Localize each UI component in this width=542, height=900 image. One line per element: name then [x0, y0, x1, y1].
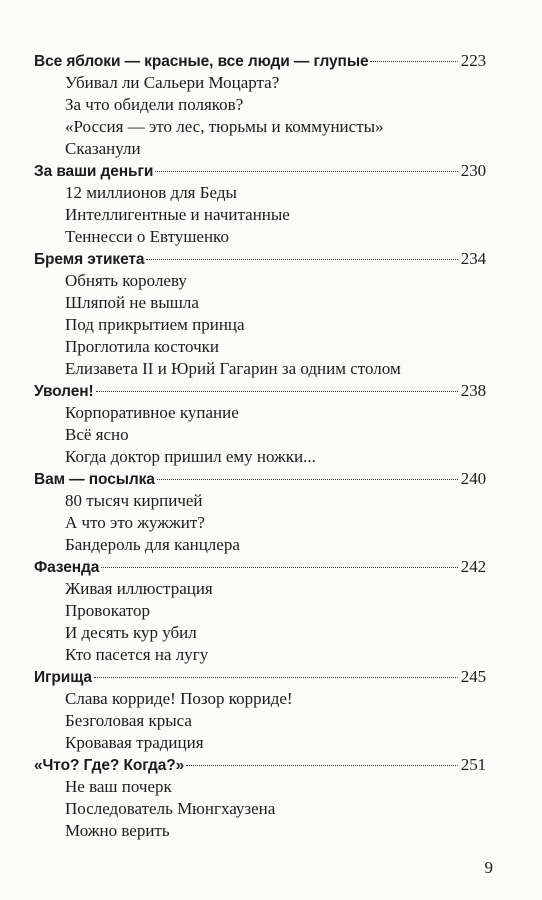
toc-section — [34, 248, 486, 380]
toc-subitem: Провокатор — [65, 601, 150, 620]
toc-section-heading — [34, 556, 486, 578]
toc-subitem: Интеллигентные и начитанные — [65, 205, 290, 224]
dot-leader — [157, 479, 458, 480]
toc-subitem: Можно верить — [65, 821, 170, 840]
toc-subitem: Живая иллюстрация — [65, 579, 213, 598]
toc-section-heading — [34, 380, 486, 402]
section-page: 238 — [460, 381, 486, 400]
toc-subitems — [34, 578, 486, 666]
toc-subitem: За что обидели поляков? — [65, 95, 244, 114]
toc-section-heading — [34, 50, 486, 72]
toc-subitem: Слава корриде! Позор корриде! — [65, 689, 293, 708]
dot-leader — [155, 171, 458, 172]
section-page: 223 — [460, 51, 486, 70]
toc-section-heading — [34, 666, 486, 688]
dot-leader — [101, 567, 458, 568]
toc-section-heading — [34, 754, 486, 776]
dot-leader — [146, 259, 457, 260]
section-title: Уволен! — [34, 383, 94, 400]
dot-leader — [94, 677, 458, 678]
toc-section-heading — [34, 160, 486, 182]
section-page: 234 — [460, 249, 486, 268]
toc-subitem: А что это жужжит? — [65, 513, 205, 532]
toc-subitem: Убивал ли Сальери Моцарта? — [65, 73, 280, 92]
toc-subitem: Кровавая традиция — [65, 733, 204, 752]
toc-subitem: И десять кур убил — [65, 623, 197, 642]
section-page: 240 — [460, 469, 486, 488]
toc-section — [34, 468, 486, 556]
toc-subitem: Всё ясно — [65, 425, 129, 444]
toc-subitem: Под прикрытием принца — [65, 315, 245, 334]
page-number: 9 — [484, 858, 493, 877]
toc-subitem: 12 миллионов для Беды — [65, 183, 237, 202]
toc-subitems — [34, 182, 486, 248]
toc-section — [34, 556, 486, 666]
toc-subitems — [34, 688, 486, 754]
table-of-contents — [34, 50, 486, 842]
toc-section-heading — [34, 248, 486, 270]
toc-section — [34, 380, 486, 468]
toc-section — [34, 754, 486, 842]
toc-subitem: Корпоративное купание — [65, 403, 239, 422]
toc-subitem: Шляпой не вышла — [65, 293, 199, 312]
section-title: Все яблоки — красные, все люди — глупые — [34, 53, 369, 70]
toc-subitem: «Россия — это лес, тюрьмы и коммунисты» — [65, 117, 384, 136]
toc-subitems — [34, 776, 486, 842]
toc-subitem: Елизавета II и Юрий Гагарин за одним столом — [65, 359, 401, 378]
toc-subitem: Безголовая крыса — [65, 711, 192, 730]
dot-leader — [186, 765, 458, 766]
toc-subitem: Обнять королеву — [65, 271, 187, 290]
toc-subitem: Бандероль для канцлера — [65, 535, 240, 554]
toc-subitem: 80 тысяч кирпичей — [65, 491, 203, 510]
toc-subitems — [34, 72, 486, 160]
toc-subitem: Не ваш почерк — [65, 777, 172, 796]
section-title: Игрища — [34, 669, 92, 686]
toc-section — [34, 50, 486, 160]
section-page: 230 — [460, 161, 486, 180]
toc-subitem: Теннесси о Евтушенко — [65, 227, 229, 246]
toc-subitem: Когда доктор пришил ему ножки... — [65, 447, 316, 466]
section-title: Бремя этикета — [34, 251, 145, 268]
section-title: «Что? Где? Когда?» — [34, 757, 185, 774]
section-title: Фазенда — [34, 559, 100, 576]
toc-subitems — [34, 270, 486, 380]
toc-section — [34, 666, 486, 754]
toc-subitem: Последователь Мюнгхаузена — [65, 799, 276, 818]
section-title: Вам — посылка — [34, 471, 155, 488]
toc-subitem: Кто пасется на лугу — [65, 645, 209, 664]
dot-leader — [96, 391, 458, 392]
toc-subitems — [34, 402, 486, 468]
toc-section-heading — [34, 468, 486, 490]
dot-leader — [370, 61, 457, 62]
toc-subitems — [34, 490, 486, 556]
toc-section — [34, 160, 486, 248]
toc-subitem: Сказанули — [65, 139, 141, 158]
section-page: 251 — [460, 755, 486, 774]
section-page: 242 — [460, 557, 486, 576]
section-page: 245 — [460, 667, 486, 686]
section-title: За ваши деньги — [34, 163, 154, 180]
toc-subitem: Проглотила косточки — [65, 337, 219, 356]
